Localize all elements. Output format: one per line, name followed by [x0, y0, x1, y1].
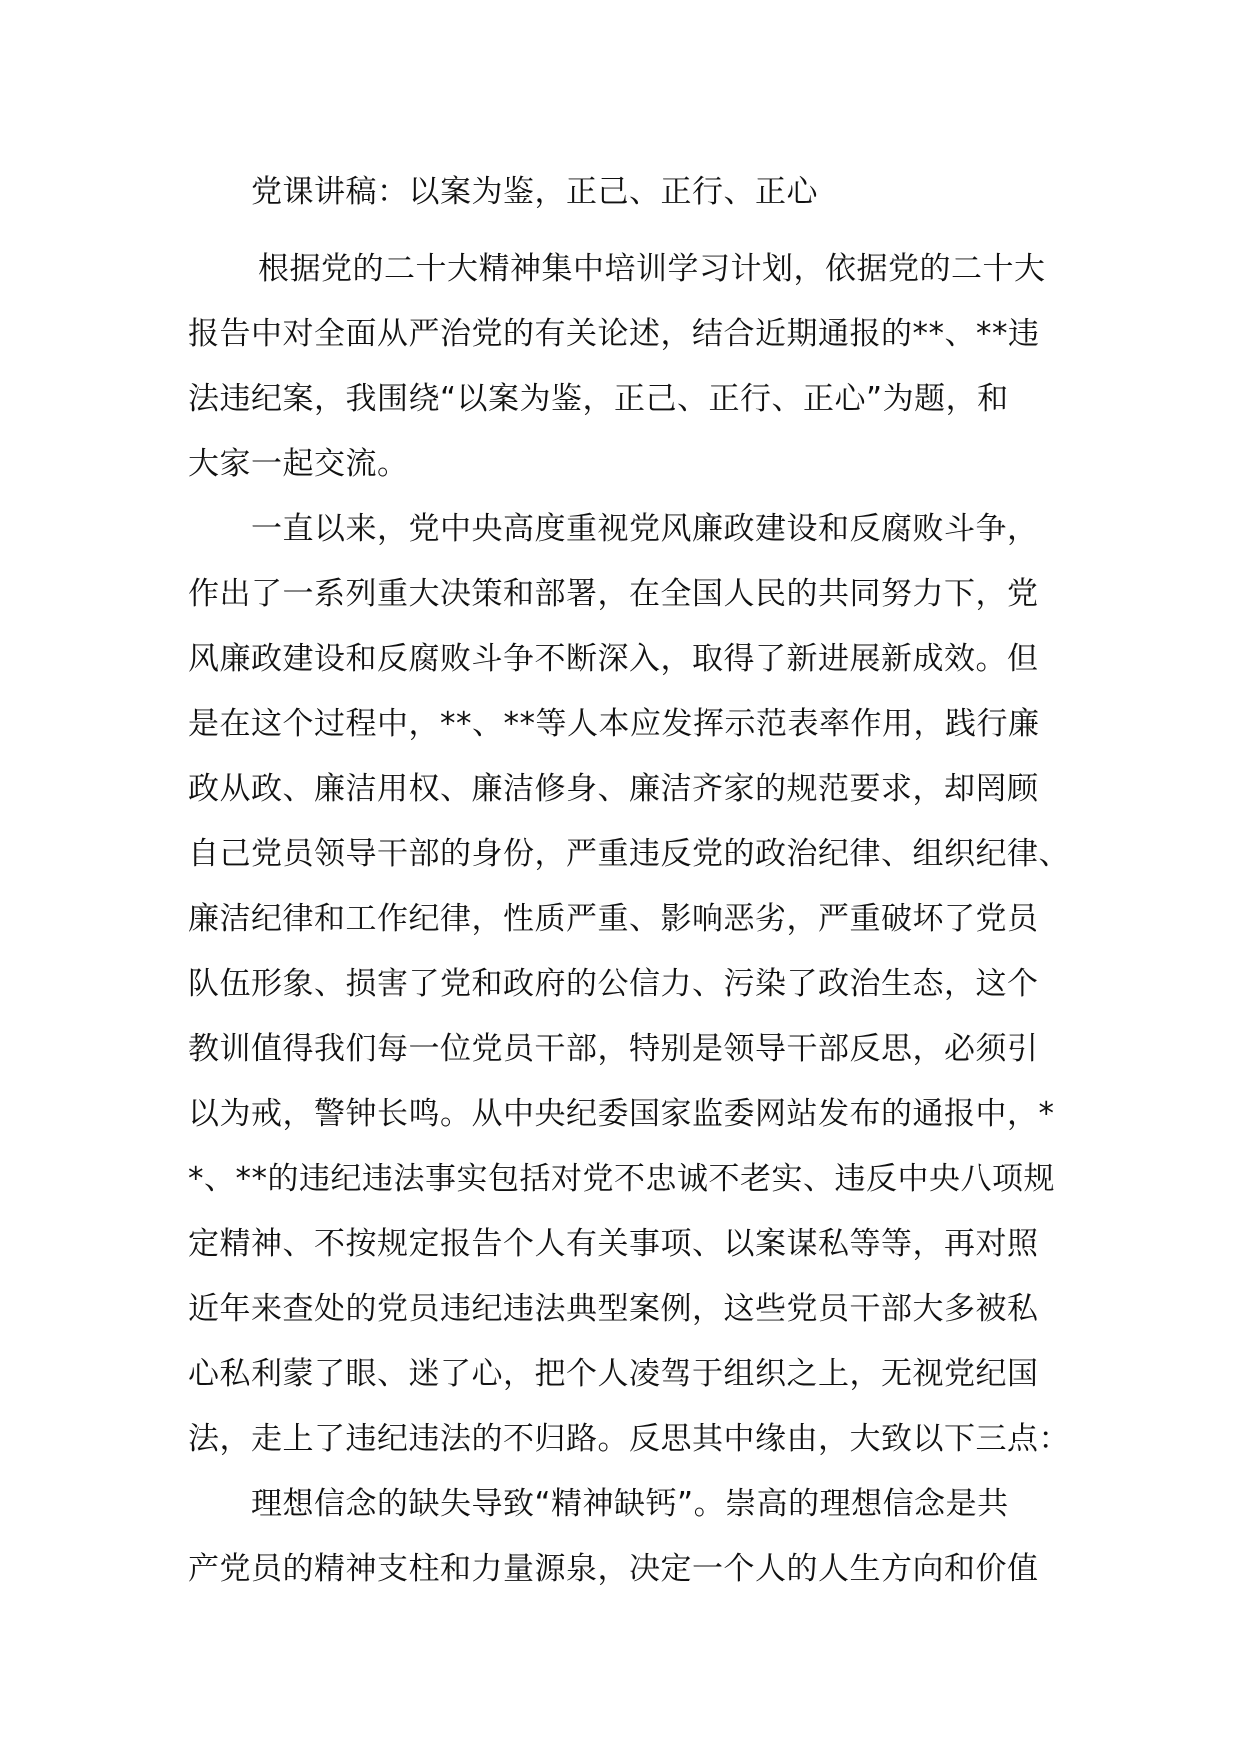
paragraph-intro: [188, 237, 1068, 497]
paragraph-line: 风廉政建设和反腐败斗争不断深入，取得了新进展新成效。但: [188, 641, 1039, 677]
paragraph-line: 根据党的二十大精神集中培训学习计划，依据党的二十大: [258, 251, 1046, 287]
paragraph-line: 定精神、不按规定报告个人有关事项、以案谋私等等，再对照: [188, 1226, 1039, 1262]
paragraph-line: 报告中对全面从严治党的有关论述，结合近期通报的**、**违: [188, 316, 1040, 352]
paragraph-line: 作出了一系列重大决策和部署，在全国人民的共同努力下，党: [188, 576, 1039, 612]
paragraph-line: 一直以来，党中央高度重视党风廉政建设和反腐败斗争，: [251, 511, 1039, 547]
paragraph-line: 教训值得我们每一位党员干部，特别是领导干部反思，必须引: [188, 1031, 1039, 1067]
paragraph-line: 廉洁纪律和工作纪律，性质严重、影响恶劣，严重破坏了党员: [188, 901, 1039, 937]
document-title: 党课讲稿：以案为鉴，正己、正行、正心: [251, 174, 818, 210]
paragraph-line: 政从政、廉洁用权、廉洁修身、廉洁齐家的规范要求，却罔顾: [188, 771, 1039, 807]
paragraph-background: [188, 497, 1068, 1472]
paragraph-line: *、**的违纪违法事实包括对党不忠诚不老实、违反中央八项规: [188, 1161, 1055, 1197]
paragraph-line: 法，走上了违纪违法的不归路。反思其中缘由，大致以下三点：: [188, 1421, 1070, 1457]
paragraph-line: 队伍形象、损害了党和政府的公信力、污染了政治生态，这个: [188, 966, 1039, 1002]
paragraph-line: 理想信念的缺失导致“精神缺钙”。崇高的理想信念是共: [251, 1486, 1009, 1522]
paragraph-line: 法违纪案，我围绕“以案为鉴，正己、正行、正心”为题，和: [188, 381, 1009, 417]
paragraph-line: 是在这个过程中，**、**等人本应发挥示范表率作用，践行廉: [188, 706, 1040, 742]
paragraph-line: 大家一起交流。: [188, 446, 409, 482]
document-body: [188, 172, 1068, 1602]
paragraph-line: 近年来查处的党员违纪违法典型案例，这些党员干部大多被私: [188, 1291, 1039, 1327]
paragraph-point-1: [188, 1472, 1068, 1602]
paragraph-line: 自己党员领导干部的身份，严重违反党的政治纪律、组织纪律、: [188, 836, 1070, 872]
paragraph-line: 以为戒，警钟长鸣。从中央纪委国家监委网站发布的通报中，*: [188, 1096, 1055, 1132]
paragraph-line: 心私利蒙了眼、迷了心，把个人凌驾于组织之上，无视党纪国: [188, 1356, 1039, 1392]
paragraph-line: 产党员的精神支柱和力量源泉，决定一个人的人生方向和价值: [188, 1551, 1039, 1587]
